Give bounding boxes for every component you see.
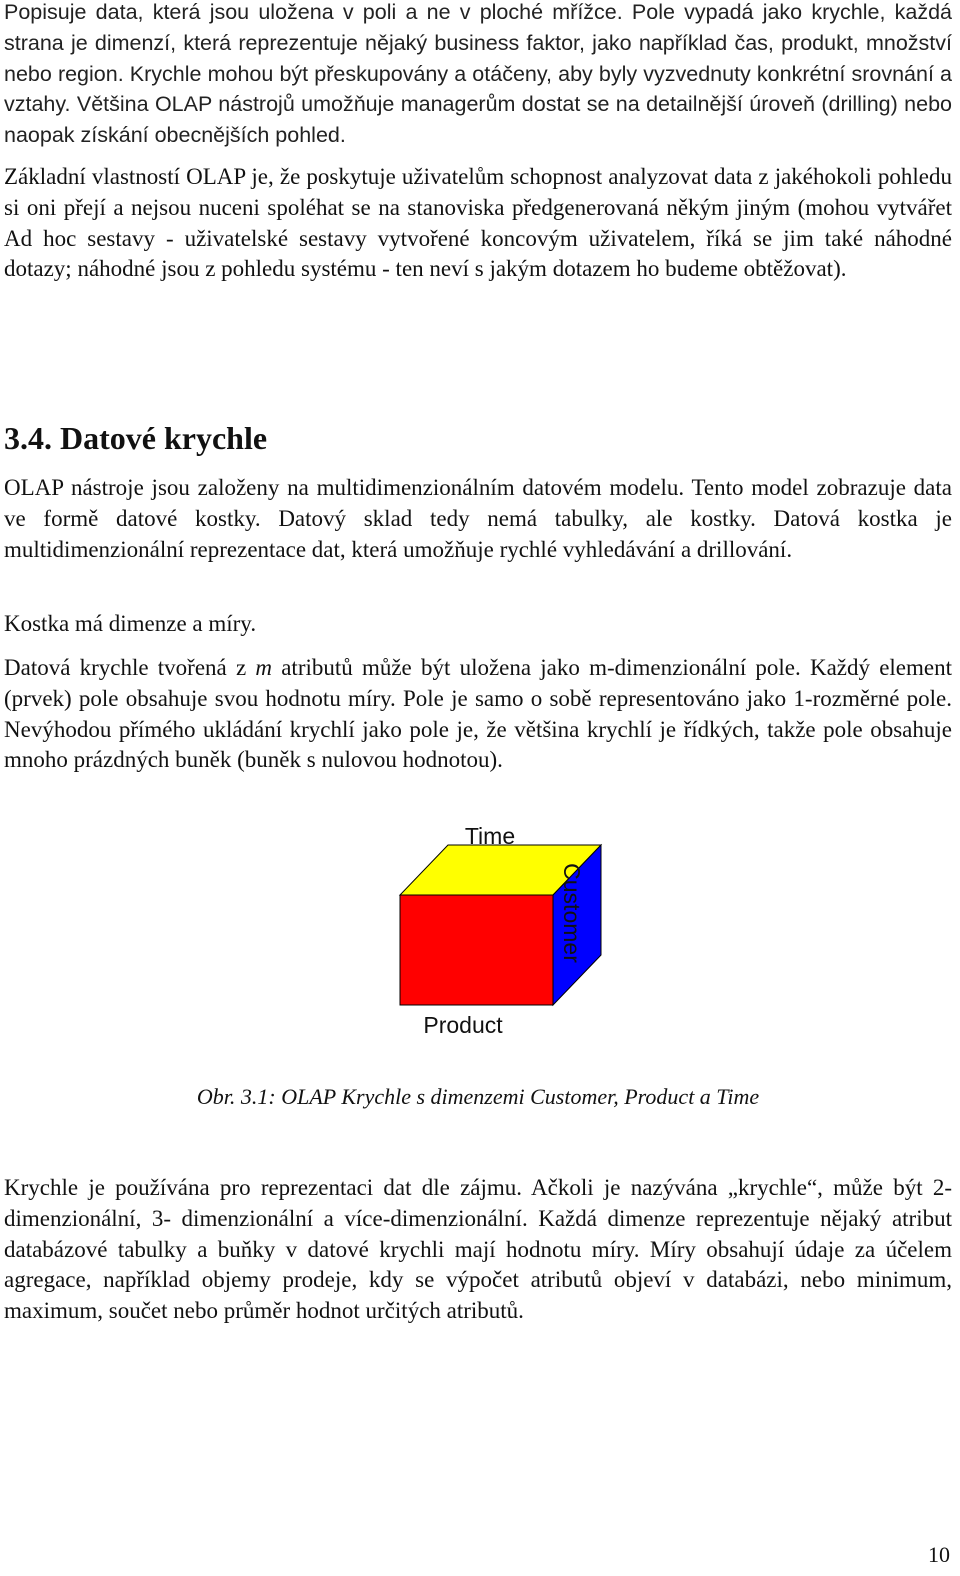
dimension-label-customer: Customer <box>559 863 585 963</box>
olap-cube-diagram <box>4 815 952 1045</box>
variable-m: m <box>255 655 273 680</box>
paragraph-cube-dimensions: Kostka má dimenze a míry. <box>4 611 257 636</box>
paragraph-cube-usage: Krychle je používána pro reprezentaci dat dle zájmu. Ačkoli je nazývána „krychle“, může být 2-dimenzionální, 3- dimenzionální a více-dimenzionální. Každá dimenze reprezentuje nějaký atribut databázové tabulky a buňky v datové krychli mají hodnotu míry. Míry obsahují údaje za účelem agregace, například objemy prodeje, kdy se výpočet atributů objeví v databázi, nebo minimum, maximum, součet nebo průměr hodnot určitých atributů. <box>4 1175 952 1324</box>
section-title: Datové krychle <box>60 420 268 456</box>
dimension-label-product: Product <box>423 1012 503 1038</box>
olap-cube-figure <box>4 815 952 1045</box>
paragraph-olap-tools: OLAP nástroje jsou založeny na multidimenzionálním datovém modelu. Tento model zobrazuje data ve formě datové kostky. Datový sklad tedy nemá tabulky, ale kostky. Datová kostka je multidimenzionální reprezentace dat, která umožňuje rychlé vyhledávání a drillování. <box>4 475 952 562</box>
paragraph-cube-storage <box>4 653 952 776</box>
dimension-label-time: Time <box>464 823 516 849</box>
cube-front-face <box>400 895 553 1005</box>
paragraph-cube-storage-start: Datová krychle tvořená z <box>4 655 256 680</box>
figure-caption: Obr. 3.1: OLAP Krychle s dimenzemi Customer, Product a Time <box>196 1084 760 1109</box>
paragraph-cube-storage-end: atributů může být uložena jako m-dimenzionální pole. Každý element (prvek) pole obsahuje svou hodnotu míry. Pole je samo o sobě representováno jako 1-rozměrné pole. Nevýhodou přímého ukládání krychlí jako pole je, že většina krychlí je řídkých, takže pole obsahuje mnoho prázdných buněk (buněk s nulovou hodnotou). <box>4 655 953 773</box>
page-number: 10 <box>928 1542 950 1567</box>
section-heading <box>4 418 267 458</box>
paragraph-olap-description: Popisuje data, která jsou uložena v poli a ne v ploché mřížce. Pole vypadá jako krychle, každá strana je dimenzí, která reprezentuje nějaký business faktor, jako například čas, produkt, množství nebo region. Krychle mohou být přeskupovány a otáčeny, aby byly vyzvednuty konkrétní srovnání a vztahy. Většina OLAP nástrojů umožňuje managerům dostat se na detailnější úroveň (drilling) nebo naopak získání obecnějších pohled. <box>4 0 952 148</box>
section-number: 3.4. <box>4 420 52 456</box>
paragraph-olap-properties: Základní vlastností OLAP je, že poskytuje uživatelům schopnost analyzovat data z jakéhokoli pohledu si oni přejí a nejsou nuceni spoléhat se na stanoviska předgenerovaná někým jiným (mohou vytvářet Ad hoc sestavy - uživatelské sestavy vytvořené koncovým uživatelem, říká se jim také náhodné dotazy; náhodné jsou z pohledu systému - ten neví s jakým dotazem ho budeme obtěžovat). <box>4 164 952 282</box>
